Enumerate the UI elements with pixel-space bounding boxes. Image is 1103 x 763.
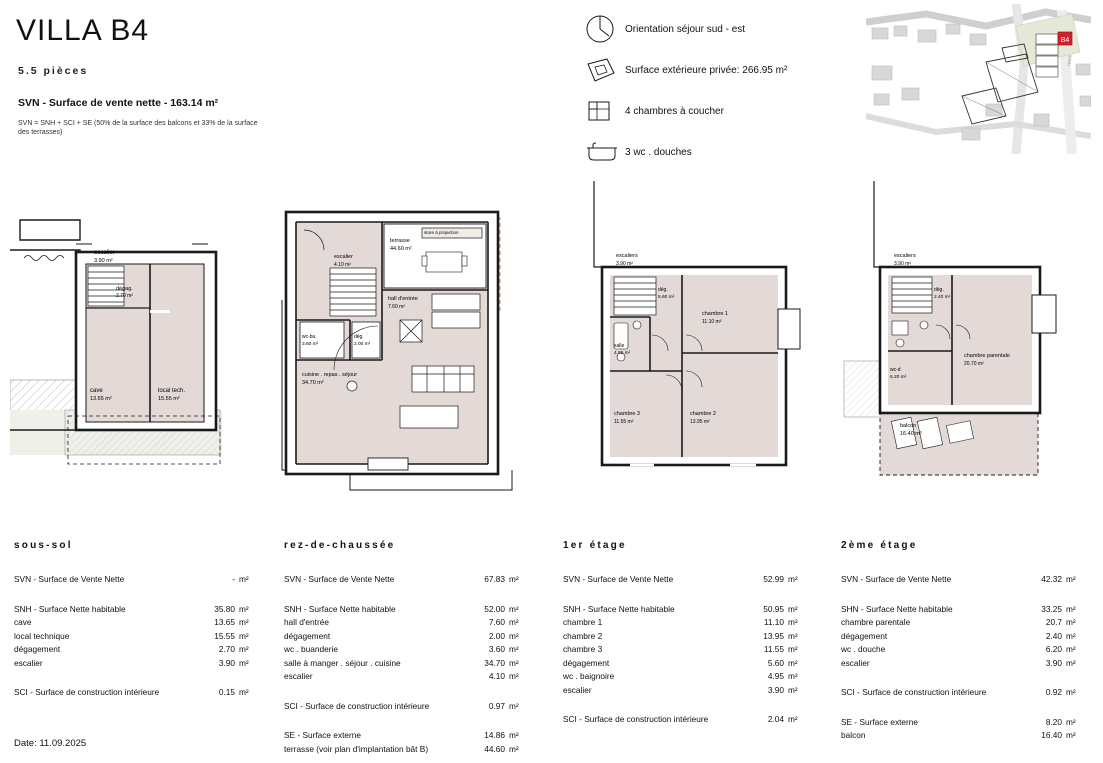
svg-text:44.60 m²: 44.60 m² bbox=[390, 246, 412, 252]
svg-text:34.70 m²: 34.70 m² bbox=[302, 380, 324, 386]
svg-text:2.70 m²: 2.70 m² bbox=[116, 293, 133, 299]
room-label-escaliers-1: escaliers bbox=[616, 253, 638, 259]
room-label-local-tech: local tech. bbox=[158, 388, 186, 394]
room-label-salle-bain: salle bbox=[614, 343, 625, 349]
table-row: dégagement 5.60 m² bbox=[563, 657, 798, 668]
table-second bbox=[841, 540, 1086, 743]
table-row: dégagement 2.00 m² bbox=[284, 630, 519, 641]
svg-text:4.10 m²: 4.10 m² bbox=[334, 262, 351, 268]
table-row: SVN - Surface de Vente Nette 42.32 m² bbox=[841, 574, 1076, 584]
legend-item-bedrooms bbox=[585, 92, 855, 130]
room-label-degagement-rez: dég. bbox=[354, 334, 364, 340]
table-row: SE - Surface externe 14.86 m² bbox=[284, 730, 519, 740]
room-label-escaliers-2: escaliers bbox=[894, 253, 916, 259]
table-row: SE - Surface externe 8.20 m² bbox=[841, 716, 1076, 727]
svn-formula-note: SVN = SNH + SCI + SE (50% de la surface des balcons et 33% de la surface des terrasses) bbox=[18, 120, 258, 137]
svg-text:20.70 m²: 20.70 m² bbox=[964, 361, 984, 367]
floorplan-basement bbox=[10, 180, 255, 500]
table-title-second: 2ème étage bbox=[841, 540, 918, 551]
svg-text:5.60 m²: 5.60 m² bbox=[658, 295, 675, 300]
site-map bbox=[866, 4, 1091, 154]
table-row: SHN - Surface Nette habitable 33.25 m² bbox=[841, 603, 1076, 614]
svg-text:13.65 m²: 13.65 m² bbox=[90, 396, 112, 402]
table-title-first: 1er étage bbox=[563, 540, 627, 551]
compass-icon bbox=[585, 14, 625, 44]
svg-text:7.60 m²: 7.60 m² bbox=[388, 304, 405, 310]
svg-text:2.40 m²: 2.40 m² bbox=[934, 295, 951, 300]
table-ground bbox=[284, 540, 529, 756]
table-basement bbox=[14, 540, 259, 700]
legend-label-orientation: Orientation séjour sud - est bbox=[625, 23, 746, 35]
page-title: VILLA B4 bbox=[16, 14, 150, 47]
table-row: balcon 16.40 m² bbox=[841, 730, 1076, 740]
table-row: cave 13.65 m² bbox=[14, 617, 249, 627]
table-row: salle à manger . séjour . cuisine 34.70 m² bbox=[284, 657, 519, 668]
table-row: wc . buanderie 3.60 m² bbox=[284, 644, 519, 654]
bed-icon bbox=[585, 98, 625, 124]
svg-text:2.00 m²: 2.00 m² bbox=[354, 342, 371, 347]
svg-text:3.60 m²: 3.60 m² bbox=[302, 342, 319, 347]
legend-label-bedrooms: 4 chambres à coucher bbox=[625, 105, 724, 117]
svg-text:3.90 m²: 3.90 m² bbox=[616, 261, 633, 267]
table-row: chambre 2 13.95 m² bbox=[563, 630, 798, 641]
room-label-cave: cave bbox=[90, 388, 103, 394]
room-label-degagement: dégag. bbox=[116, 286, 133, 292]
legend-item-exterior-surface bbox=[585, 51, 855, 89]
floorplan-first bbox=[580, 175, 815, 485]
table-row: hall d'entrée 7.60 m² bbox=[284, 617, 519, 627]
plot-outline-icon bbox=[585, 56, 625, 84]
table-row: SNH - Surface Nette habitable 50.95 m² bbox=[563, 603, 798, 614]
svg-text:13.95 m²: 13.95 m² bbox=[690, 419, 710, 425]
table-row: escalier 3.90 m² bbox=[14, 657, 249, 668]
room-label-escalier-rez: escalier bbox=[334, 254, 353, 260]
svg-text:15.55 m²: 15.55 m² bbox=[158, 396, 180, 402]
svg-text:16.40 m²: 16.40 m² bbox=[900, 431, 922, 437]
room-label-degagement-2: dég. bbox=[934, 287, 944, 293]
legend-item-orientation bbox=[585, 10, 855, 48]
table-row: wc . baignoire 4.95 m² bbox=[563, 671, 798, 681]
room-label-chambre-1: chambre 1 bbox=[702, 311, 728, 317]
table-row: escalier 3.90 m² bbox=[841, 657, 1076, 668]
table-row: local technique 15.55 m² bbox=[14, 630, 249, 641]
room-label-terrasse: terrasse bbox=[390, 238, 410, 244]
floorplan-second bbox=[838, 175, 1088, 485]
svg-text:3.90 m²: 3.90 m² bbox=[94, 258, 113, 264]
table-first bbox=[563, 540, 808, 727]
legend-label-exterior-surface: Surface extérieure privée: 266.95 m² bbox=[625, 64, 788, 76]
document-date: Date: 11.09.2025 bbox=[14, 738, 87, 749]
legend-item-bathrooms bbox=[585, 133, 855, 171]
table-row: SNH - Surface Nette habitable 35.80 m² bbox=[14, 603, 249, 614]
room-label-escalier: escalier bbox=[94, 250, 115, 256]
floorplan-ground bbox=[272, 170, 537, 505]
svg-text:3.90 m²: 3.90 m² bbox=[894, 261, 911, 267]
bathtub-icon bbox=[585, 140, 625, 164]
table-row: SNH - Surface Nette habitable 52.00 m² bbox=[284, 603, 519, 614]
svg-text:6.20 m²: 6.20 m² bbox=[890, 375, 907, 380]
legend bbox=[585, 10, 855, 174]
svg-text:4.95 m²: 4.95 m² bbox=[614, 351, 631, 356]
room-label-degagement-1: dég. bbox=[658, 287, 668, 293]
table-row: SVN - Surface de Vente Nette 52.99 m² bbox=[563, 574, 798, 584]
table-title-ground: rez-de-chaussée bbox=[284, 540, 396, 551]
table-title-basement: sous-sol bbox=[14, 540, 73, 551]
room-label-chambre-3: chambre 3 bbox=[614, 411, 640, 417]
table-row: SCI - Surface de construction intérieure 0.92 m² bbox=[841, 687, 1076, 697]
legend-label-bathrooms: 3 wc . douches bbox=[625, 146, 692, 158]
room-label-balcon: balcon bbox=[900, 423, 917, 429]
table-row: SVN - Surface de Vente Nette 67.83 m² bbox=[284, 574, 519, 584]
table-row: SCI - Surface de construction intérieure 0.97 m² bbox=[284, 700, 519, 711]
table-row: dégagement 2.40 m² bbox=[841, 630, 1076, 641]
room-label-wc-buanderie: wc-bu. bbox=[302, 334, 317, 340]
table-row: escalier 3.90 m² bbox=[563, 684, 798, 695]
room-label-cuisine-sejour: cuisine . repas . séjour bbox=[302, 372, 358, 378]
table-row: SVN - Surface de Vente Nette - m² bbox=[14, 574, 249, 584]
table-row: chambre 3 11.55 m² bbox=[563, 644, 798, 654]
svg-text:11.10 m²: 11.10 m² bbox=[702, 319, 722, 325]
table-row: wc . douche 6.20 m² bbox=[841, 644, 1076, 654]
table-row: terrasse (voir plan d'implantation bât B) 44.60 m² bbox=[284, 743, 519, 754]
label-store-a-projection: store à projection bbox=[424, 230, 459, 235]
table-row: SCI - Surface de construction intérieure 0.15 m² bbox=[14, 687, 249, 697]
svg-text:route: route bbox=[1066, 54, 1074, 67]
table-row: chambre 1 11.10 m² bbox=[563, 617, 798, 627]
table-row: escalier 4.10 m² bbox=[284, 671, 519, 681]
room-label-chambre-2: chambre 2 bbox=[690, 411, 716, 417]
room-label-chambre-parentale: chambre parentale bbox=[964, 353, 1010, 359]
svn-summary: SVN - Surface de vente nette - 163.14 m² bbox=[18, 97, 219, 109]
table-row: dégagement 2.70 m² bbox=[14, 644, 249, 654]
table-row: SCI - Surface de construction intérieure 2.04 m² bbox=[563, 714, 798, 724]
svg-text:11.55 m²: 11.55 m² bbox=[614, 419, 634, 425]
rooms-subtitle: 5.5 pièces bbox=[18, 65, 89, 77]
room-label-hall: hall d'entrée bbox=[388, 296, 418, 302]
room-label-wc-douche: wc-d bbox=[890, 367, 901, 373]
table-row: chambre parentale 20.7 m² bbox=[841, 617, 1076, 627]
sitemap-marker-label: B4 bbox=[1060, 37, 1070, 44]
